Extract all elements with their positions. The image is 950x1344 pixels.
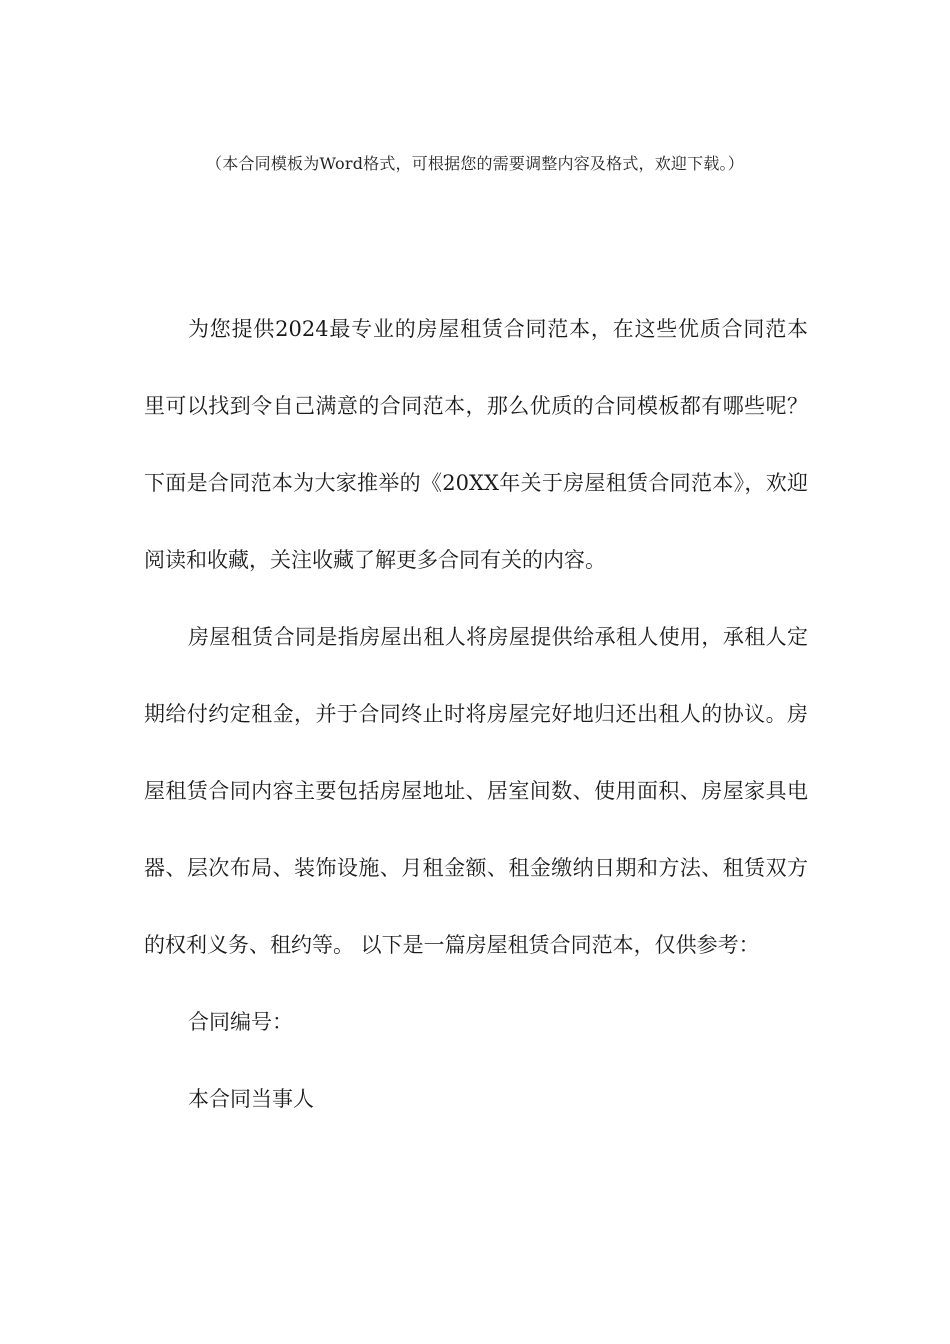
parties-line: 本合同当事人 [188,1087,314,1111]
definition-paragraph: 房屋租赁合同是指房屋出租人将房屋提供给承租人使用，承租人定期给付约定租金，并于合同终止时将房屋完好地归还出租人的协议。房屋租赁合同内容主要包括房屋地址、居室间数、使用面积、房屋家具电器、层次布局、装饰设施、月租金额、租金缴纳日期和方法、租赁双方的权利义务、租约等。 以下是一篇房屋租赁合同范本，仅供参考： [144,625,808,957]
intro-paragraph: 为您提供2024最专业的房屋租赁合同范本，在这些优质合同范本里可以找到令自己满意的合同范本，那么优质的合同模板都有哪些呢？下面是合同范本为大家推举的《20XX年关于房屋租赁合同范本》，欢迎阅读和收藏，关注收藏了解更多合同有关的内容。 [144,317,808,572]
template-note: （本合同模板为Word格式，可根据您的需要调整内容及格式，欢迎下载。） [206,154,744,173]
document-body [144,291,808,1138]
contract-number-line: 合同编号： [188,1010,293,1034]
